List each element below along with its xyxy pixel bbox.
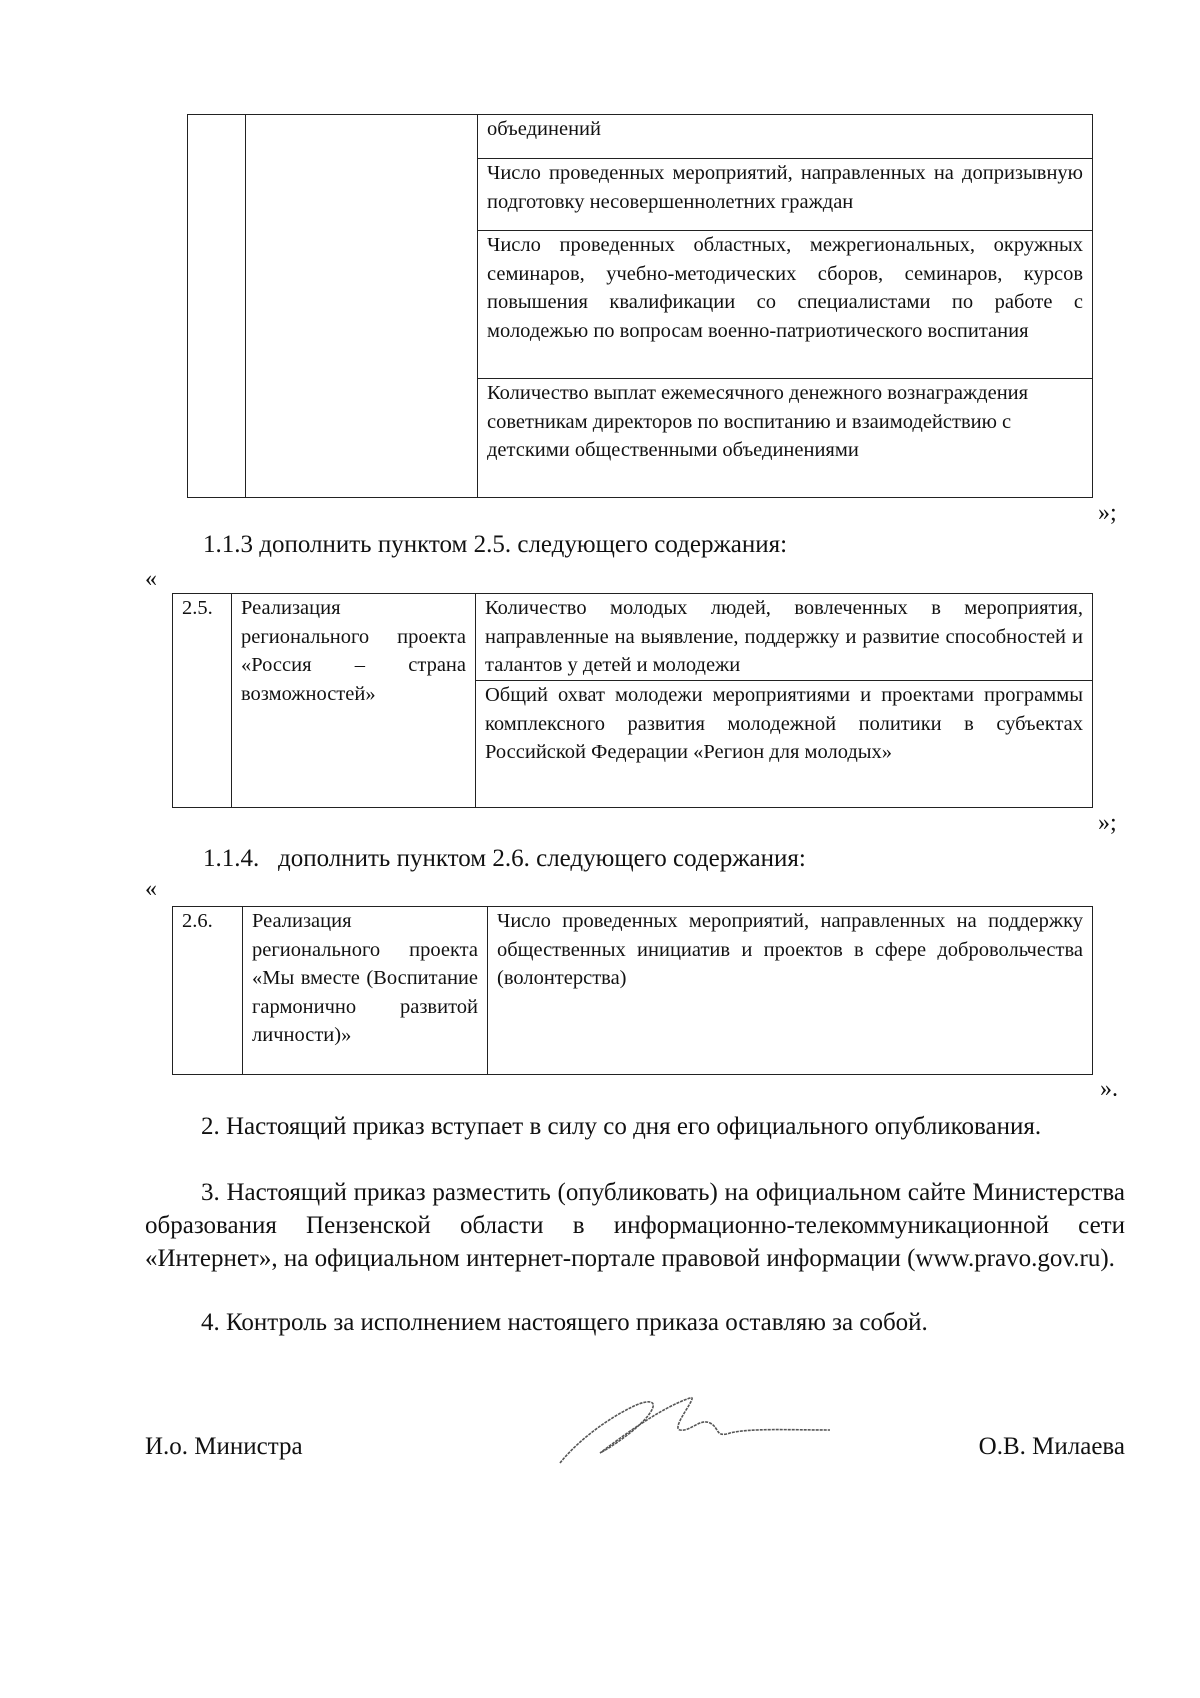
indicators-table-continued <box>187 114 1093 498</box>
item-name: Реализация регионального проекта «Россия – страна возможностей» <box>232 594 476 808</box>
item-1-1-4: 1.1.4. дополнить пунктом 2.6. следующего содержания: <box>203 845 806 872</box>
item-1-1-3: 1.1.3 дополнить пунктом 2.5. следующего содержания: <box>203 531 788 558</box>
paragraph-4: 4. Контроль за исполнением настоящего приказа оставляю за собой. <box>201 1309 928 1336</box>
cell-empty <box>246 115 478 498</box>
indicator-cell: объединений <box>478 115 1093 159</box>
signatory-name: О.В. Милаева <box>978 1433 1125 1460</box>
item-name: Реализация регионального проекта «Мы вместе (Воспитание гармонично развитой личности)» <box>243 907 488 1075</box>
paragraph-2: 2. Настоящий приказ вступает в силу со дня его официального опубликования. <box>201 1113 1042 1140</box>
opening-quote: « <box>145 566 157 592</box>
item-number: 2.6. <box>173 907 243 1075</box>
table-item-2-5 <box>172 593 1093 808</box>
handwritten-signature <box>550 1378 840 1478</box>
indicator-cell: Число проведенных областных, межрегиональных, окружных семинаров, учебно-методических сборов, семинаров, курсов повышения квалификации со специалистами по работе с молодежью по вопросам военно-патриотического воспитания <box>478 231 1093 379</box>
closing-quote: »; <box>1098 500 1117 526</box>
indicator-cell: Число проведенных мероприятий, направленных на допризывную подготовку несовершеннолетних граждан <box>478 159 1093 231</box>
opening-quote: « <box>145 876 157 902</box>
table-item-2-6 <box>172 906 1093 1075</box>
signatory-position: И.о. Министра <box>145 1433 303 1460</box>
indicator-cell: Количество выплат ежемесячного денежного вознаграждения советникам директоров по воспитанию и взаимодействию с детскими общественными объединениями <box>478 379 1093 498</box>
indicator-cell: Количество молодых людей, вовлеченных в мероприятия, направленные на выявление, поддержку и развитие способностей и талантов у детей и молодежи <box>476 594 1093 681</box>
indicator-cell: Общий охват молодежи мероприятиями и проектами программы комплексного развития молодежной политики в субъектах Российской Федерации «Регион для молодых» <box>476 681 1093 808</box>
item-number: 2.5. <box>173 594 232 808</box>
closing-quote: »; <box>1098 810 1117 836</box>
paragraph-3: 3. Настоящий приказ разместить (опубликовать) на официальном сайте Министерства образования Пензенской области в информационно-телекоммуникационной сети «Интернет», на официальном интернет-портале правовой информации (www.pravo.gov.ru). <box>145 1179 1125 1272</box>
indicator-cell: Число проведенных мероприятий, направленных на поддержку общественных инициатив и проектов в сфере добровольчества (волонтерства) <box>488 907 1093 1075</box>
closing-quote: ». <box>1100 1076 1118 1102</box>
cell-empty <box>188 115 246 498</box>
